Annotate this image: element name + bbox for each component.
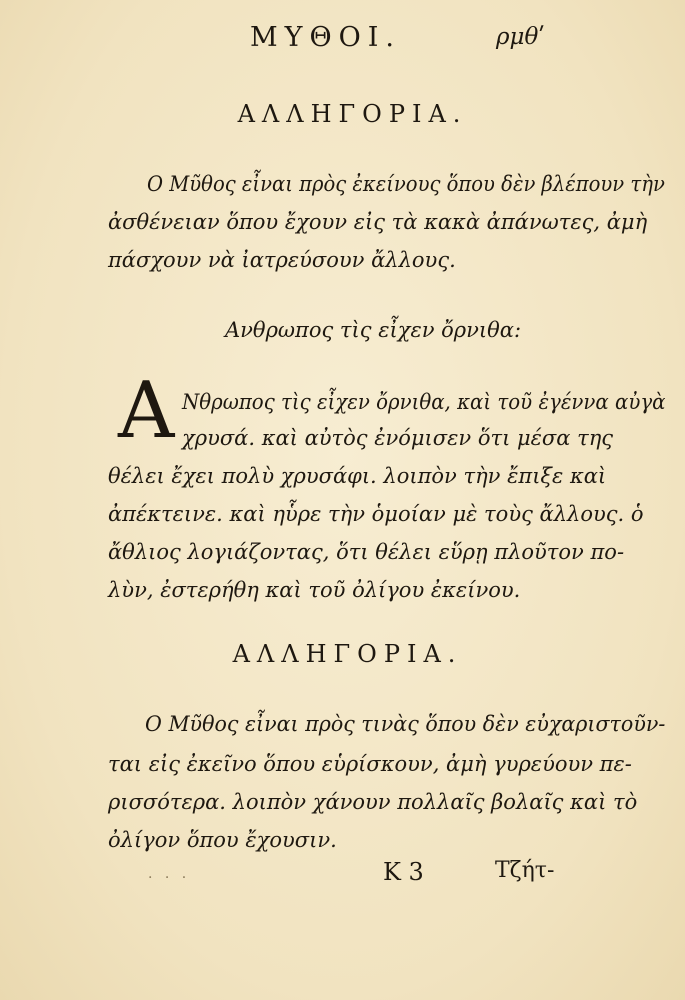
allegory-1-line-1: Ο Μῦθος εἶναι πρὸς ἐκείνους ὅπου δὲν βλέπουν τὴν — [147, 172, 665, 196]
running-head — [0, 22, 685, 62]
allegory-2-line-4: ὀλίγον ὅπου ἔχουσιν. — [108, 828, 337, 852]
fable-line-4: ἀπέκτεινε. καὶ ηὗρε τὴν ὁμοίαν μὲ τοὺς ἄλλους. ὁ — [108, 502, 644, 526]
fable-line-1: Νθρωπος τὶς εἶχεν ὄρνιθα, καὶ τοῦ ἐγέννα αὐγὰ — [182, 390, 666, 414]
ink-specks: · · · — [148, 870, 191, 886]
fable-line-5: ἄθλιος λογιάζοντας, ὅτι θέλει εὕρῃ πλοῦτον πο- — [108, 540, 625, 564]
allegory-2-line-1: Ο Μῦθος εἶναι πρὸς τινὰς ὅπου δὲν εὐχαριστοῦν- — [145, 712, 666, 736]
fable-line-3: θέλει ἔχει πολὺ χρυσάφι. λοιπὸν τὴν ἔπιξε καὶ — [108, 464, 607, 488]
allegory-1-line-2: ἀσθένειαν ὅπου ἔχουν εἰς τὰ κακὰ ἀπάνωτες, ἀμὴ — [108, 210, 648, 234]
fable-title: Ανθρωπος τὶς εἶχεν ὄρνιθα: — [225, 318, 522, 342]
signature-mark: Κ 3 — [383, 858, 424, 886]
section-heading-allegory-2: ΑΛΛΗΓΟΡΙΑ. — [232, 640, 463, 668]
allegory-2-line-3: ρισσότερα. λοιπὸν χάνουν πολλαῖς βολαῖς καὶ τὸ — [108, 790, 638, 814]
page-number: ρμθʹ — [496, 24, 545, 50]
allegory-1-line-3: πάσχουν νὰ ἰατρεύσουν ἄλλους. — [108, 248, 456, 272]
running-title: ΜΥΘΟΙ. — [250, 22, 401, 53]
allegory-2-line-2: ται εἰς ἐκεῖνο ὅπου εὑρίσκουν, ἀμὴ γυρεύουν πε- — [108, 752, 632, 776]
catchword: Τζήτ- — [495, 858, 555, 883]
page-footer — [0, 858, 685, 898]
fable-line-2: χρυσά. καὶ αὐτὸς ἐνόμισεν ὅτι μέσα της — [182, 426, 614, 450]
drop-cap: A — [118, 366, 175, 456]
fable-line-6: λὺν, ἐστερήθη καὶ τοῦ ὀλίγου ἐκείνου. — [108, 578, 521, 602]
section-heading-allegory-1: ΑΛΛΗΓΟΡΙΑ. — [237, 100, 468, 128]
